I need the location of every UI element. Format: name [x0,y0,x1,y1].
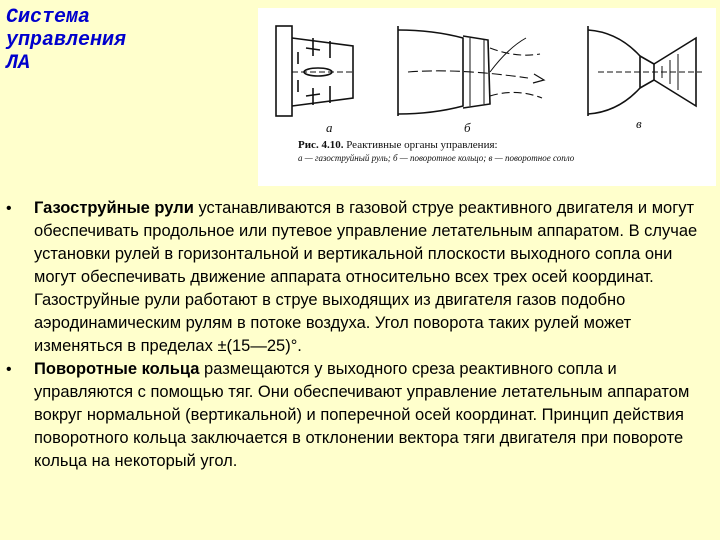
bullet-term: Газоструйные рули [34,199,194,217]
nozzle-a-drawing [276,26,353,116]
nozzle-b-drawing [398,26,544,116]
nozzle-figure [258,8,716,186]
title-line-3: ЛА [6,52,31,75]
caption-title: Реактивные органы управления: [346,139,498,151]
bullet-term: Поворотные кольца [34,360,200,378]
nozzle-v-drawing [588,26,702,116]
figure-label-b: б [464,120,471,135]
slide-title [6,6,166,75]
title-line-2: управления [6,29,127,52]
bullet-text: устанавливаются в газовой струе реактивного двигателя и могут обеспечивать продольное или путевое управление летательным аппаратом. В случае установки рулей в горизонтальной и вертикальной плоскости выходного сопла они могут обеспечивать движение аппарата относительно всех трех осей координат. Газоструйные рули работают в струе выходящих из двигателя газов подобно аэродинамическим рулям в потоке воздуха. Угол поворота таких рулей может изменяться в пределах ±(15—25)°. [34,199,698,355]
figure-caption [298,138,708,164]
bullet-list [4,197,716,473]
bullet-gas-jet-rudders [4,197,716,358]
bullet-rotating-rings [4,358,716,473]
title-line-1: Система [6,6,91,29]
caption-fig-number: Рис. 4.10. [298,139,344,151]
caption-subtitle: а — газоструйный руль; б — поворотное кольцо; в — поворотное сопло [298,153,575,163]
bullet-text: размещаются у выходного среза реактивного сопла и управляются с помощью тяг. Они обеспечивают управление летательным аппаратом вокруг нормальной (вертикальной) и поперечной осей координат. Принцип действия поворотного кольца заключается в отклонении вектора тяги двигателя при повороте кольца на некоторый угол. [34,360,690,470]
figure-label-v: в [636,116,642,131]
figure-label-a: а [326,120,333,135]
bullet-marker: • [6,361,12,378]
bullet-marker: • [6,200,12,217]
